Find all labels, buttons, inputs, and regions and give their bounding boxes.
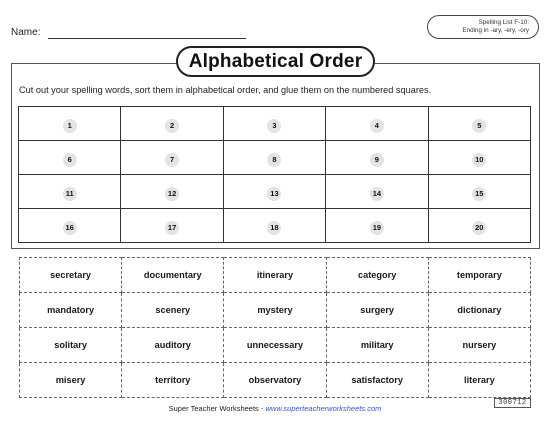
word-card[interactable]: mandatory <box>20 293 122 328</box>
square-number: 16 <box>63 221 77 235</box>
word-card[interactable]: documentary <box>122 258 224 293</box>
grid-square[interactable] <box>121 175 223 209</box>
square-number: 20 <box>472 221 486 235</box>
square-number: 17 <box>165 221 179 235</box>
grid-row <box>19 141 531 175</box>
grid-square[interactable] <box>121 209 223 243</box>
grid-square[interactable] <box>428 175 530 209</box>
footer-separator: - <box>258 404 266 413</box>
word-card[interactable]: unnecessary <box>224 328 326 363</box>
name-line[interactable] <box>48 38 246 39</box>
word-row <box>20 258 531 293</box>
footer-url[interactable]: www.superteacherworksheets.com <box>265 404 382 413</box>
word-card[interactable]: temporary <box>428 258 530 293</box>
grid-square[interactable] <box>19 175 121 209</box>
footer <box>0 404 550 413</box>
page-title: Alphabetical Order <box>176 46 375 77</box>
grid-square[interactable] <box>121 141 223 175</box>
grid-row <box>19 107 531 141</box>
square-number: 18 <box>267 221 281 235</box>
grid-square[interactable] <box>428 107 530 141</box>
square-number: 7 <box>165 153 179 167</box>
numbered-grid <box>18 106 531 243</box>
grid-row <box>19 209 531 243</box>
square-number: 12 <box>165 187 179 201</box>
word-card[interactable]: mystery <box>224 293 326 328</box>
word-card[interactable]: category <box>326 258 428 293</box>
square-number: 14 <box>370 187 384 201</box>
word-card[interactable]: misery <box>20 363 122 398</box>
grid-square[interactable] <box>326 141 428 175</box>
grid-square[interactable] <box>19 141 121 175</box>
word-card[interactable]: auditory <box>122 328 224 363</box>
word-row <box>20 363 531 398</box>
instructions: Cut out your spelling words, sort them in alphabetical order, and glue them on the numbered squares. <box>19 85 432 95</box>
grid-square[interactable] <box>223 209 325 243</box>
word-row <box>20 328 531 363</box>
grid-square[interactable] <box>326 107 428 141</box>
word-card[interactable]: scenery <box>122 293 224 328</box>
grid-square[interactable] <box>223 175 325 209</box>
name-label: Name: <box>11 27 41 38</box>
grid-square[interactable] <box>428 209 530 243</box>
spelling-list-subtitle: Ending in -ary, -ery, -ory <box>462 26 529 34</box>
square-number: 4 <box>370 119 384 133</box>
word-card[interactable]: secretary <box>20 258 122 293</box>
worksheet-code: 300712 <box>494 398 531 408</box>
square-number: 6 <box>63 153 77 167</box>
word-card[interactable]: satisfactory <box>326 363 428 398</box>
square-number: 1 <box>63 119 77 133</box>
square-number: 9 <box>370 153 384 167</box>
grid-square[interactable] <box>19 209 121 243</box>
word-card[interactable]: literary <box>428 363 530 398</box>
spelling-list-badge <box>427 15 539 39</box>
grid-row <box>19 175 531 209</box>
grid-square[interactable] <box>121 107 223 141</box>
square-number: 2 <box>165 119 179 133</box>
word-card[interactable]: nursery <box>428 328 530 363</box>
grid-square[interactable] <box>428 141 530 175</box>
grid-square[interactable] <box>326 209 428 243</box>
footer-brand: Super Teacher Worksheets <box>168 404 259 413</box>
square-number: 19 <box>370 221 384 235</box>
word-card[interactable]: military <box>326 328 428 363</box>
word-card[interactable]: dictionary <box>428 293 530 328</box>
square-number: 5 <box>472 119 486 133</box>
square-number: 3 <box>267 119 281 133</box>
square-number: 11 <box>63 187 77 201</box>
grid-square[interactable] <box>19 107 121 141</box>
word-cutouts <box>19 257 531 398</box>
word-card[interactable]: itinerary <box>224 258 326 293</box>
grid-square[interactable] <box>223 107 325 141</box>
grid-square[interactable] <box>223 141 325 175</box>
word-card[interactable]: territory <box>122 363 224 398</box>
word-card[interactable]: surgery <box>326 293 428 328</box>
word-card[interactable]: solitary <box>20 328 122 363</box>
spelling-list-label: Spelling List F-10: <box>478 19 529 26</box>
word-row <box>20 293 531 328</box>
word-card[interactable]: observatory <box>224 363 326 398</box>
square-number: 10 <box>472 153 486 167</box>
square-number: 15 <box>472 187 486 201</box>
square-number: 13 <box>267 187 281 201</box>
square-number: 8 <box>267 153 281 167</box>
grid-square[interactable] <box>326 175 428 209</box>
